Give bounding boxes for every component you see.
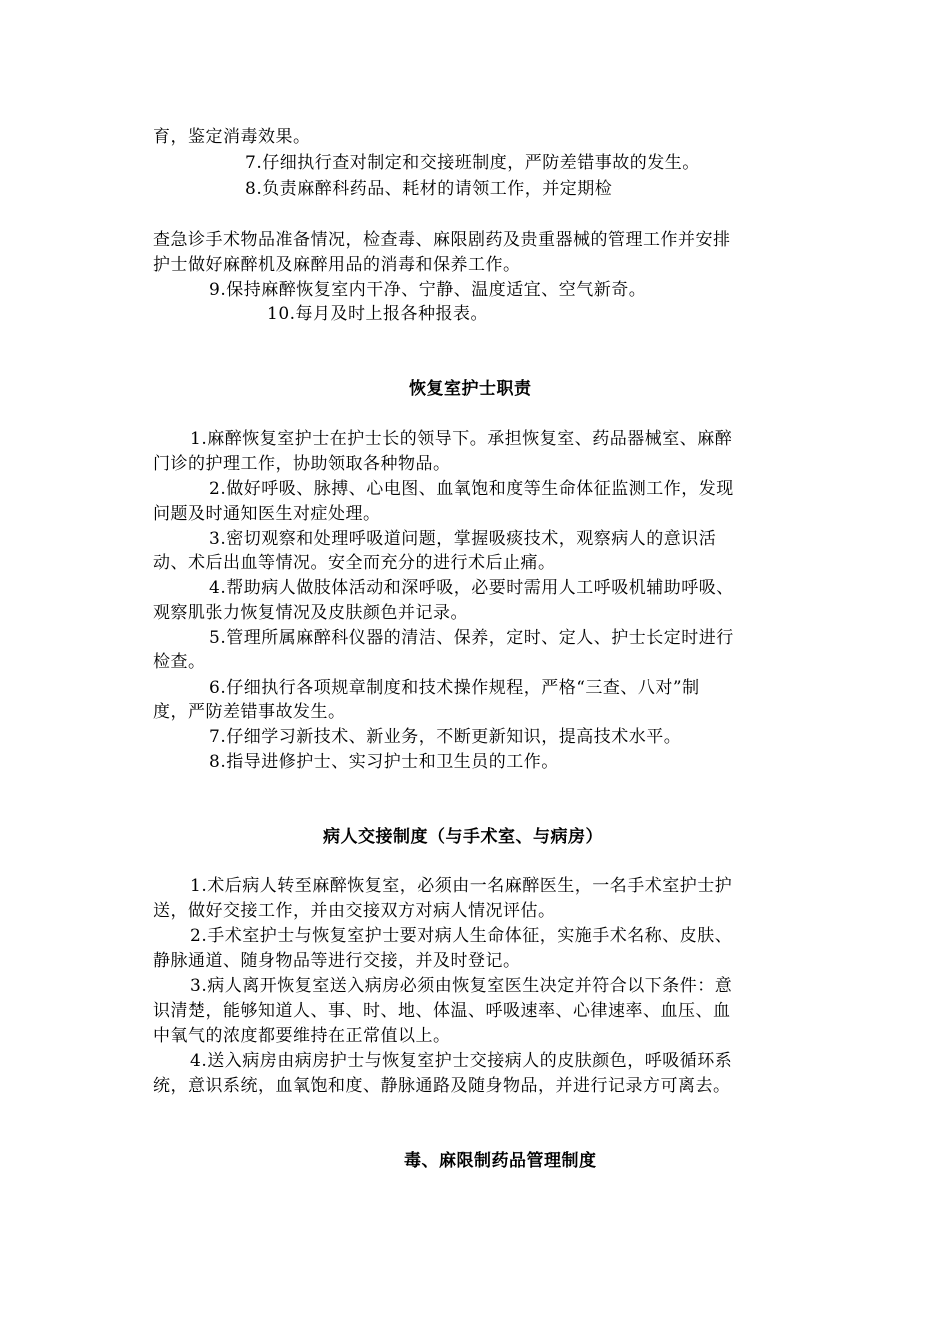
text-line: 7.仔细学习新技术、新业务，不断更新知识，提高技术水平。 [209,727,682,747]
section-title-narcotics: 毒、麻限制药品管理制度 [404,1151,597,1171]
text-line: 8.指导进修护士、实习护士和卫生员的工作。 [209,752,559,772]
text-line: 1.麻醉恢复室护士在护士长的领导下。承担恢复室、药品器械室、麻醉 [190,429,733,449]
text-line: 动、术后出血等情况。安全而充分的进行术后止痛。 [153,553,556,573]
section-title-handover: 病人交接制度（与手术室、与病房） [323,827,603,847]
text-line: 2.手术室护士与恢复室护士要对病人生命体征，实施手术名称、皮肤、 [190,926,733,946]
text-line: 4.帮助病人做肢体活动和深呼吸，必要时需用人工呼吸机辅助呼吸、 [209,578,734,598]
text-line: 静脉通道、随身物品等进行交接，并及时登记。 [153,951,521,971]
text-line: 6.仔细执行各项规章制度和技术操作规程，严格“三查、八对”制 [209,678,700,698]
text-line: 问题及时通知医生对症处理。 [153,504,381,524]
text-line: 查急诊手术物品准备情况，检查毒、麻限剧药及贵重器械的管理工作并安排 [153,230,731,250]
text-line: 识清楚，能够知道人、事、时、地、体温、呼吸速率、心律速率、血压、血 [153,1001,731,1021]
text-line: 4.送入病房由病房护士与恢复室护士交接病人的皮肤颜色，呼吸循环系 [190,1051,733,1071]
text-line: 度，严防差错事故发生。 [153,702,346,722]
text-line: 3.密切观察和处理呼吸道问题，掌握吸痰技术，观察病人的意识活 [209,529,717,549]
text-line: 送，做好交接工作，并由交接双方对病人情况评估。 [153,901,556,921]
text-line: 8.负责麻醉科药品、耗材的请领工作，并定期检 [245,179,613,199]
text-line: 检查。 [153,652,206,672]
text-line: 7.仔细执行查对制定和交接班制度，严防差错事故的发生。 [245,153,700,173]
text-line: 2.做好呼吸、脉搏、心电图、血氧饱和度等生命体征监测工作，发现 [209,479,734,499]
section-title-recovery-nurse: 恢复室护士职责 [409,379,532,399]
text-line: 5.管理所属麻醉科仪器的清洁、保养，定时、定人、护士长定时进行 [209,628,734,648]
text-line: 护士做好麻醉机及麻醉用品的消毒和保养工作。 [153,255,521,275]
text-line: 中氧气的浓度都要维持在正常值以上。 [153,1026,451,1046]
text-line: 9.保持麻醉恢复室内干净、宁静、温度适宜、空气新奇。 [209,280,647,300]
text-line: 10.每月及时上报各种报表。 [267,304,489,324]
text-line: 统，意识系统，血氧饱和度、静脉通路及随身物品，并进行记录方可离去。 [153,1076,731,1096]
text-line: 1.术后病人转至麻醉恢复室，必须由一名麻醉医生，一名手术室护士护 [190,876,733,896]
text-line: 门诊的护理工作，协助领取各种物品。 [153,454,451,474]
text-line: 观察肌张力恢复情况及皮肤颜色并记录。 [153,603,468,623]
text-line: 育，鉴定消毒效果。 [153,127,311,147]
text-line: 3.病人离开恢复室送入病房必须由恢复室医生决定并符合以下条件：意 [190,976,733,996]
